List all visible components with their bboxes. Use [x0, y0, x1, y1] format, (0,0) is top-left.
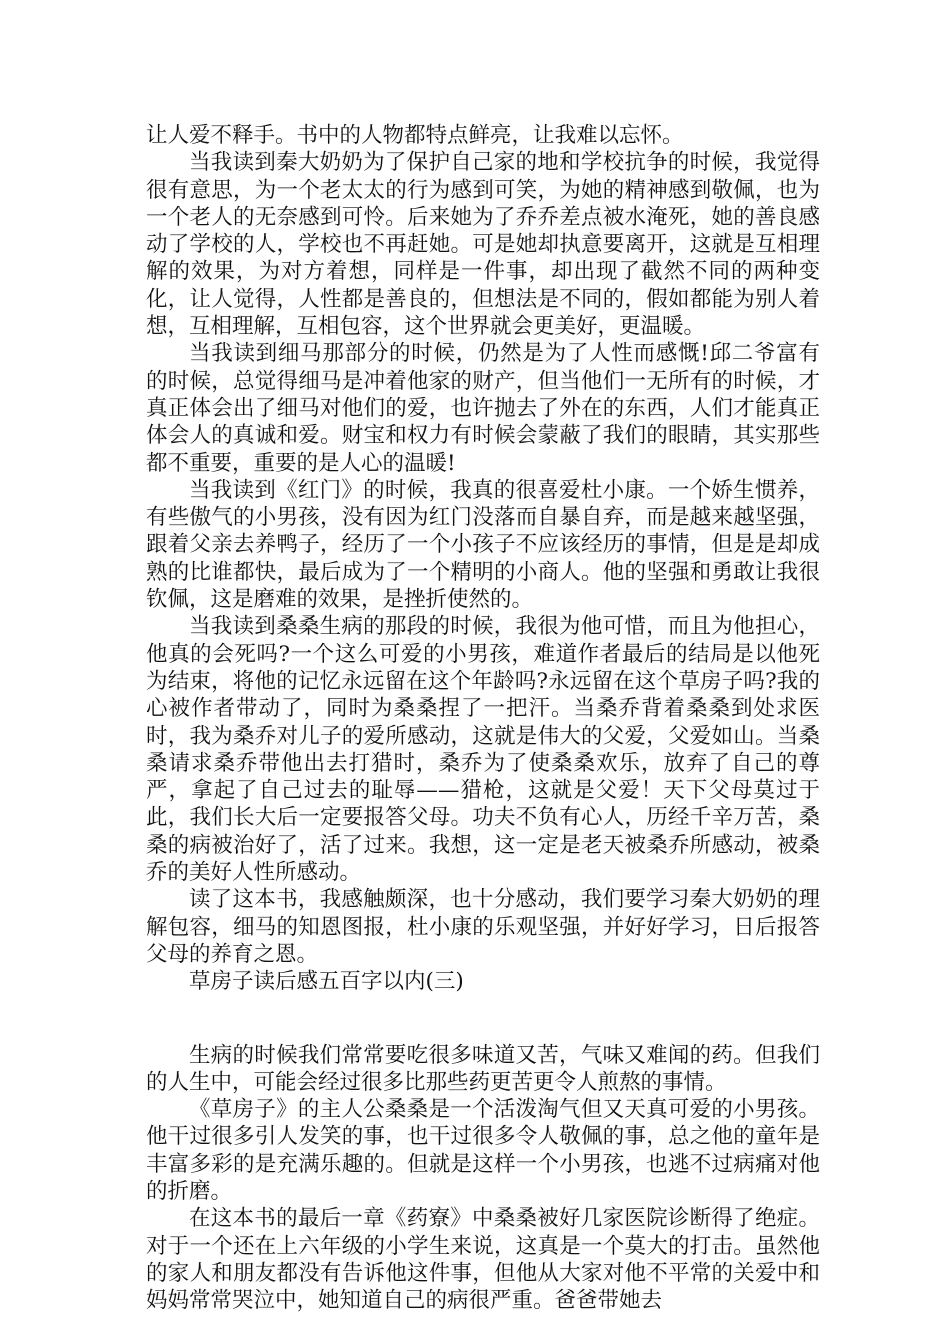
paragraph-continuation: 让人爱不释手。书中的人物都特点鲜亮，让我难以忘怀。	[146, 123, 684, 148]
paragraph-protagonist: 《草房子》的主人公桑桑是一个活泼淘气但又天真可爱的小男孩。他干过很多引人发笑的事，也干过很多令人敬佩的事，总之他的童年是丰富多彩的是充满乐趣的。但就是这样一个小男孩，也逃不过病痛对他的折磨。	[146, 1097, 820, 1204]
document-page	[146, 122, 820, 1314]
section-spacer	[146, 996, 820, 1042]
paragraph-medicine: 生病的时候我们常常要吃很多味道又苦，气味又难闻的药。但我们的人生中，可能会经过很多比那些药更苦更令人煎熬的事情。	[146, 1042, 820, 1095]
paragraph-conclusion: 读了这本书，我感触颇深，也十分感动，我们要学习秦大奶奶的理解包容，细马的知恩图报，杜小康的乐观坚强，并好好学习，日后报答父母的养育之恩。	[146, 887, 820, 967]
paragraph-yaoliao: 在这本书的最后一章《药寮》中桑桑被好几家医院诊断得了绝症。对于一个还在上六年级的小学生来说，这真是一个莫大的打击。虽然他的家人和朋友都没有告诉他这件事，但他从大家对他不平常的关爱中和妈妈常常哭泣中，她知道自己的病很严重。爸爸带她去	[146, 1206, 820, 1314]
paragraph-red-gate: 当我读到《红门》的时候，我真的很喜爱杜小康。一个娇生惯养，有些傲气的小男孩，没有因为红门没落而自暴自弃，而是越来越坚强，跟着父亲去养鸭子，经历了一个小孩子不应该经历的事情，但是是却成熟的比谁都快，最后成为了一个精明的小商人。他的坚强和勇敢让我很钦佩，这是磨难的效果，是挫折使然的。	[146, 477, 820, 613]
paragraph-xima: 当我读到细马那部分的时候，仍然是为了人性而感慨!邱二爷富有的时候，总觉得细马是冲着他家的财产，但当他们一无所有的时候，才真正体会出了细马对他们的爱，也许抛去了外在的东西，人们才能真正体会人的真诚和爱。财宝和权力有时候会蒙蔽了我们的眼睛，其实那些都不重要，重要的是人心的温暖!	[146, 341, 820, 476]
paragraph-sangsang-illness: 当我读到桑桑生病的那段的时候，我很为他可惜，而且为他担心，他真的会死吗?一个这么可爱的小男孩，难道作者最后的结局是以他死为结束，将他的记忆永远留在这个年龄吗?永远留在这个草房子吗?我的心被作者带动了，同时为桑桑捏了一把汗。当桑乔背着桑桑到处求医时，我为桑乔对儿子的爱所感动，这就是伟大的父爱，父爱如山。当桑桑请求桑乔带他出去打猎时，桑乔为了使桑桑欢乐，放弃了自己的尊严，拿起了自己过去的耻辱——猎枪，这就是父爱！天下父母莫过于此，我们长大后一定要报答父母。功夫不负有心人，历经千辛万苦，桑桑的病被治好了，活了过来。我想，这一定是老天被桑乔所感动，被桑乔的美好人性所感动。	[146, 614, 820, 886]
section-heading: 草房子读后感五百字以内(三)	[189, 969, 464, 995]
paragraph-qin-grandma: 当我读到秦大奶奶为了保护自己家的地和学校抗争的时候，我觉得很有意思，为一个老太太的行为感到可笑，为她的精神感到敬佩，也为一个老人的无奈感到可怜。后来她为了乔乔差点被水淹死，她的善良感动了学校的人，学校也不再赶她。可是她却执意要离开，这就是互相理解的效果，为对方着想，同样是一件事，却出现了截然不同的两种变化，让人觉得，人性都是善良的，但想法是不同的，假如都能为别人着想，互相理解，互相包容，这个世界就会更美好，更温暖。	[146, 150, 820, 340]
